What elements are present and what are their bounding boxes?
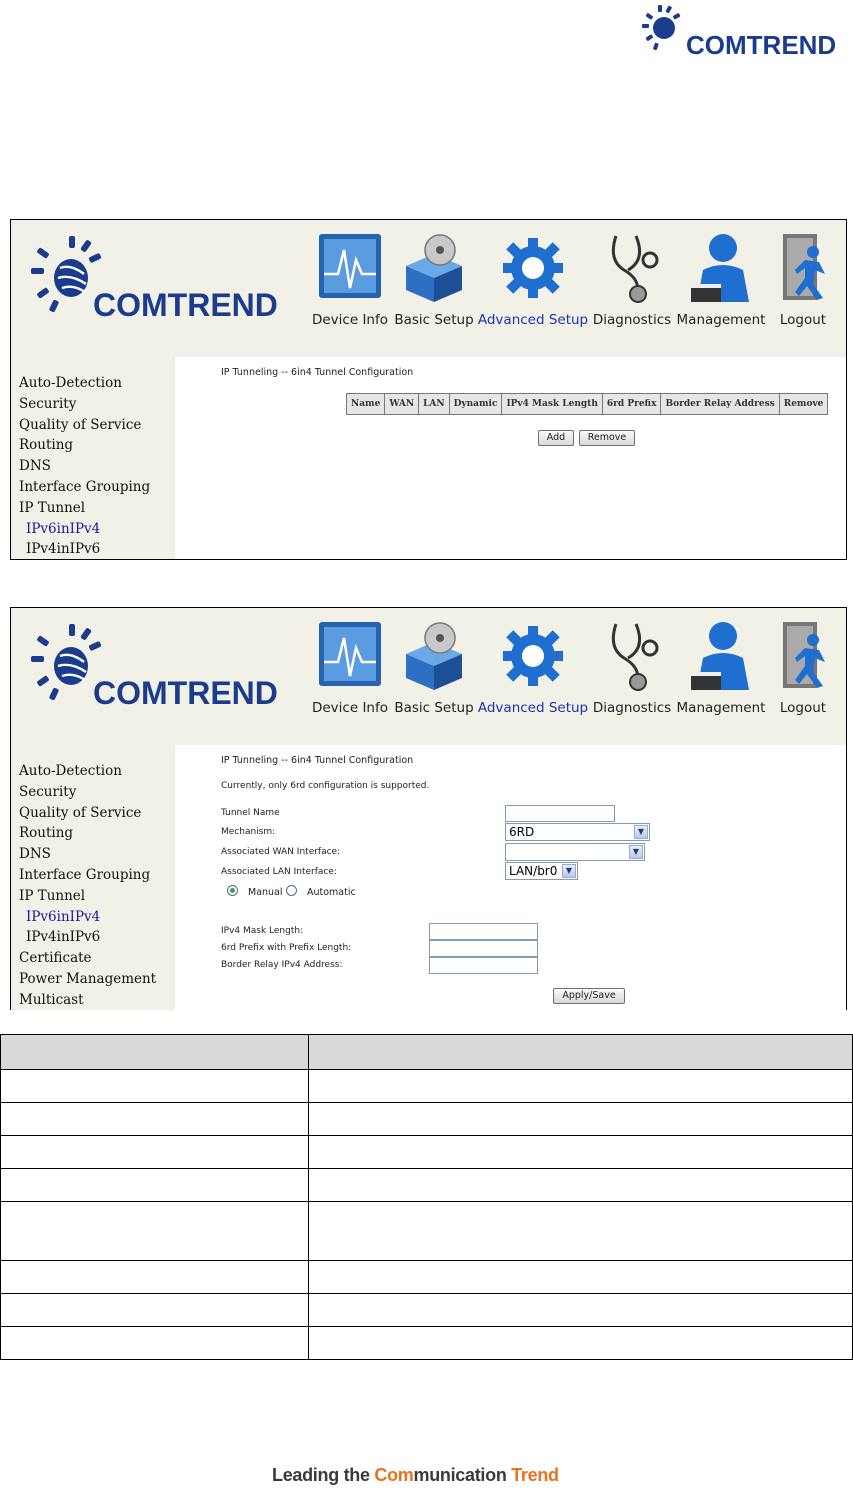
table-header: WAN <box>385 394 419 415</box>
sidebar-item-dns[interactable]: DNS <box>19 846 51 863</box>
stethoscope-icon <box>598 230 666 306</box>
page-header-logo <box>634 2 844 60</box>
tunnel-name-label: Tunnel Name <box>221 808 280 818</box>
table-row <box>1 1327 853 1360</box>
nav-device-info[interactable] <box>309 230 391 328</box>
screenshot-tunnel-list <box>10 219 847 560</box>
sidebar-item-ip-tunnel[interactable]: IP Tunnel <box>19 499 86 516</box>
footer-part: Leading the <box>272 1465 375 1485</box>
svg-text:COMTREND: COMTREND <box>93 675 278 711</box>
box-disc-icon <box>400 230 468 306</box>
sidebar-item-ipv4inipv6[interactable]: IPv4inIPv6 <box>26 929 101 946</box>
sidebar-item-interface-grouping[interactable]: Interface Grouping <box>19 478 151 495</box>
info-note: Currently, only 6rd configuration is supported. <box>221 781 430 791</box>
sidebar-item-certificate[interactable]: Certificate <box>19 950 92 967</box>
table-row <box>1 1169 853 1202</box>
monitor-wave-icon <box>316 230 384 306</box>
nav-label: Basic Setup <box>394 312 474 328</box>
nav-diagnostics[interactable] <box>591 230 673 328</box>
tunnel-name-input[interactable] <box>505 805 615 822</box>
table-row <box>1 1136 853 1169</box>
stethoscope-icon <box>598 618 666 694</box>
add-button[interactable]: Add <box>538 430 574 446</box>
content-area <box>175 357 846 559</box>
nav-label: Management <box>676 700 766 716</box>
apply-save-button[interactable]: Apply/Save <box>553 988 625 1004</box>
gear-icon <box>499 230 567 306</box>
nav-logout[interactable] <box>769 230 837 328</box>
footer-part: munication <box>413 1465 512 1485</box>
screenshot-tunnel-config <box>10 607 847 1010</box>
footer-part: Trend <box>511 1465 559 1485</box>
6rd-prefix-label: 6rd Prefix with Prefix Length: <box>221 943 352 953</box>
table-row <box>1 1070 853 1103</box>
sidebar-item-qos[interactable]: Quality of Service <box>19 804 142 821</box>
nav-device-info[interactable] <box>309 618 391 716</box>
ipv4-mask-length-input[interactable] <box>429 923 538 940</box>
sidebar-item-interface-grouping[interactable]: Interface Grouping <box>19 866 151 883</box>
sidebar-item-ipv4inipv6[interactable]: IPv4inIPv6 <box>26 541 101 558</box>
lan-interface-value: LAN/br0 <box>509 864 558 878</box>
exit-door-icon <box>769 230 837 306</box>
nav-label: Diagnostics <box>592 700 672 716</box>
table-header: Remove <box>779 394 828 415</box>
exit-door-icon <box>769 618 837 694</box>
page-title: IP Tunneling -- 6in4 Tunnel Configuration <box>221 367 414 378</box>
monitor-wave-icon <box>316 618 384 694</box>
sidebar-item-routing[interactable]: Routing <box>19 825 74 842</box>
nav-management[interactable] <box>675 230 767 328</box>
comtrend-logo <box>27 228 287 338</box>
page-title: IP Tunneling -- 6in4 Tunnel Configuration <box>221 755 414 766</box>
lan-interface-label: Associated LAN Interface: <box>221 867 337 877</box>
gear-icon <box>499 618 567 694</box>
remove-button[interactable]: Remove <box>579 430 635 446</box>
table-header: Name <box>347 394 385 415</box>
nav-label: Advanced Setup <box>477 312 589 328</box>
nav-basic-setup[interactable] <box>393 618 475 716</box>
table-row <box>1 1294 853 1327</box>
nav-label: Device Info <box>311 312 388 328</box>
table-header: Border Relay Address <box>661 394 779 415</box>
nav-label: Logout <box>779 700 827 716</box>
tunnel-table <box>346 393 828 415</box>
table-header: 6rd Prefix <box>602 394 661 415</box>
sidebar-item-ipv6inipv4[interactable]: IPv6inIPv4 <box>26 520 101 537</box>
table-row <box>1 1103 853 1136</box>
nav-label: Logout <box>779 312 827 328</box>
ipv4-mask-length-label: IPv4 Mask Length: <box>221 926 304 936</box>
nav-label: Basic Setup <box>394 700 474 716</box>
nav-management[interactable] <box>675 618 767 716</box>
svg-text:COMTREND: COMTREND <box>93 287 278 323</box>
mechanism-label: Mechanism: <box>221 827 276 837</box>
sidebar-item-power-management[interactable]: Power Management <box>19 970 157 987</box>
svg-text:COMTREND: COMTREND <box>686 30 837 60</box>
automatic-label: Automatic <box>307 887 356 898</box>
table-header: IPv4 Mask Length <box>502 394 602 415</box>
sidebar-menu <box>11 357 175 559</box>
sidebar-menu <box>11 745 175 1010</box>
6rd-prefix-input[interactable] <box>429 940 538 957</box>
comtrend-logo <box>27 616 287 726</box>
top-banner <box>11 220 847 357</box>
sidebar-item-auto-detection[interactable]: Auto-Detection <box>19 375 122 391</box>
wan-interface-label: Associated WAN Interface: <box>221 847 341 857</box>
nav-label: Management <box>676 312 766 328</box>
nav-basic-setup[interactable] <box>393 230 475 328</box>
nav-label: Advanced Setup <box>477 700 589 716</box>
nav-label: Device Info <box>311 700 388 716</box>
content-area <box>175 745 846 1010</box>
border-relay-input[interactable] <box>429 957 538 974</box>
sidebar-item-dns[interactable]: DNS <box>19 458 51 475</box>
sidebar-item-qos[interactable]: Quality of Service <box>19 416 142 433</box>
user-icon <box>687 230 755 306</box>
border-relay-label: Border Relay IPv4 Address: <box>221 960 343 970</box>
sidebar-item-ipv6inipv4[interactable]: IPv6inIPv4 <box>26 908 101 925</box>
mechanism-value: 6RD <box>509 825 535 839</box>
mechanism-select[interactable] <box>505 823 650 841</box>
sidebar-item-multicast[interactable]: Multicast <box>19 991 84 1008</box>
chevron-down-icon: ▼ <box>634 825 648 839</box>
table-row <box>1 1261 853 1294</box>
nav-advanced-setup[interactable] <box>477 618 589 716</box>
footer-part: Com <box>374 1465 414 1485</box>
nav-diagnostics[interactable] <box>591 618 673 716</box>
sidebar-item-routing[interactable]: Routing <box>19 437 74 454</box>
wan-interface-select[interactable] <box>505 843 645 861</box>
sidebar-item-auto-detection[interactable]: Auto-Detection <box>19 763 122 779</box>
sidebar-item-security[interactable]: Security <box>19 395 77 412</box>
sidebar-item-security[interactable]: Security <box>19 783 77 800</box>
user-icon <box>687 618 755 694</box>
table-row <box>1 1202 853 1261</box>
chevron-down-icon: ▼ <box>562 864 576 878</box>
chevron-down-icon: ▼ <box>629 845 643 859</box>
sidebar-item-ip-tunnel[interactable]: IP Tunnel <box>19 887 86 904</box>
nav-logout[interactable] <box>769 618 837 716</box>
table-header: LAN <box>419 394 450 415</box>
nav-label: Diagnostics <box>592 312 672 328</box>
manual-label: Manual <box>248 887 283 898</box>
table-header: Dynamic <box>449 394 502 415</box>
footer-tagline <box>272 1465 559 1486</box>
top-banner <box>11 608 847 745</box>
nav-advanced-setup[interactable] <box>477 230 589 328</box>
field-description-table <box>0 1034 853 1360</box>
manual-radio[interactable] <box>227 885 238 896</box>
box-disc-icon <box>400 618 468 694</box>
automatic-radio[interactable] <box>286 885 297 896</box>
table-header-row <box>1 1035 853 1070</box>
lan-interface-select[interactable] <box>505 862 578 880</box>
